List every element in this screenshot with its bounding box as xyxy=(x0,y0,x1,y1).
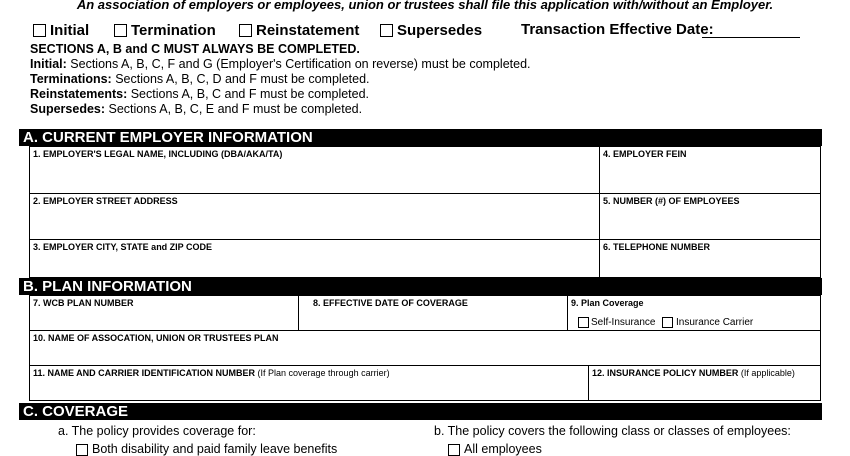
all-employees-label: All employees xyxy=(464,442,542,456)
num-employees-label: 5. NUMBER (#) OF EMPLOYEES xyxy=(603,196,740,206)
instruction-text: Sections A, B, C, D and F must be completed. xyxy=(111,72,370,86)
instruction-line xyxy=(30,72,370,87)
instruction-label: Initial: xyxy=(30,57,67,71)
insurance-carrier-checkbox[interactable] xyxy=(662,317,673,328)
effective-date-field[interactable] xyxy=(702,22,800,38)
association-name-label: 10. NAME OF ASSOCATION, UNION OR TRUSTEES PLAN xyxy=(33,333,279,343)
policy-number-note: (If applicable) xyxy=(738,368,795,378)
carrier-id-field[interactable] xyxy=(29,365,589,401)
instruction-label: Reinstatements: xyxy=(30,87,128,101)
instruction-line xyxy=(30,102,362,117)
section-c-header: C. COVERAGE xyxy=(19,403,822,420)
self-insurance-checkbox[interactable] xyxy=(578,317,589,328)
coverage-b-label: b. The policy covers the following class or classes of employees: xyxy=(434,424,791,438)
instruction-text: Sections A, B, C, F and G (Employer's Certification on reverse) must be completed. xyxy=(66,57,531,71)
policy-number-field[interactable] xyxy=(588,365,821,401)
employer-fein-field[interactable] xyxy=(599,146,821,194)
plan-coverage-label: 9. Plan Coverage xyxy=(571,298,644,308)
transaction-type-group xyxy=(0,22,850,40)
filing-note: An association of employers or employees, union or trustees shall file this application with/without an Employer. xyxy=(76,0,774,12)
plan-coverage-field xyxy=(567,295,821,331)
effective-date-coverage-field[interactable] xyxy=(298,295,568,331)
telephone-label: 6. TELEPHONE NUMBER xyxy=(603,242,711,252)
wcb-plan-field[interactable] xyxy=(29,295,299,331)
both-benefits-checkbox[interactable] xyxy=(76,444,88,456)
association-name-field[interactable] xyxy=(29,330,821,366)
employer-city-label: 3. EMPLOYER CITY, STATE and ZIP CODE xyxy=(33,242,213,252)
instruction-line xyxy=(30,57,531,72)
employer-city-field[interactable] xyxy=(29,239,600,278)
policy-number-label-text: 12. INSURANCE POLICY NUMBER xyxy=(592,368,739,378)
employer-street-field[interactable] xyxy=(29,193,600,240)
supersedes-checkbox[interactable] xyxy=(380,24,393,37)
effective-date-coverage-label: 8. EFFECTIVE DATE OF COVERAGE xyxy=(313,298,468,308)
termination-label: Termination xyxy=(131,22,216,39)
supersedes-label: Supersedes xyxy=(397,22,483,39)
instruction-text: Sections A, B, C, E and F must be completed. xyxy=(105,102,363,116)
employer-street-label: 2. EMPLOYER STREET ADDRESS xyxy=(33,196,178,206)
carrier-id-note: (If Plan coverage through carrier) xyxy=(255,368,390,378)
initial-label: Initial xyxy=(50,22,90,39)
wcb-plan-label: 7. WCB PLAN NUMBER xyxy=(33,298,134,308)
all-employees-checkbox[interactable] xyxy=(448,444,460,456)
reinstatement-checkbox[interactable] xyxy=(239,24,252,37)
instruction-label: Supersedes: xyxy=(30,102,106,116)
both-benefits-label: Both disability and paid family leave benefits xyxy=(92,442,338,456)
effective-date-label: Transaction Effective Date: xyxy=(521,21,714,38)
instruction-line xyxy=(30,87,369,102)
carrier-id-label xyxy=(33,368,390,378)
carrier-id-label-text: 11. NAME AND CARRIER IDENTIFICATION NUMBER xyxy=(33,368,256,378)
self-insurance-label: Self-Insurance xyxy=(591,317,656,328)
instructions-heading: SECTIONS A, B and C MUST ALWAYS BE COMPLETED. xyxy=(30,42,360,56)
section-a-header: A. CURRENT EMPLOYER INFORMATION xyxy=(19,129,822,146)
num-employees-field[interactable] xyxy=(599,193,821,240)
section-b-header: B. PLAN INFORMATION xyxy=(19,278,822,295)
telephone-field[interactable] xyxy=(599,239,821,278)
employer-legal-name-field[interactable] xyxy=(29,146,600,194)
coverage-a-label: a. The policy provides coverage for: xyxy=(58,424,256,438)
reinstatement-label: Reinstatement xyxy=(256,22,360,39)
initial-checkbox[interactable] xyxy=(33,24,46,37)
insurance-carrier-label: Insurance Carrier xyxy=(676,317,754,328)
employer-legal-name-label: 1. EMPLOYER'S LEGAL NAME, INCLUDING (DBA/AKA/TA) xyxy=(33,149,283,159)
instruction-text: Sections A, B, C and F must be completed. xyxy=(127,87,370,101)
policy-number-label xyxy=(592,368,795,378)
employer-fein-label: 4. EMPLOYER FEIN xyxy=(603,149,687,159)
instruction-label: Terminations: xyxy=(30,72,112,86)
termination-checkbox[interactable] xyxy=(114,24,127,37)
